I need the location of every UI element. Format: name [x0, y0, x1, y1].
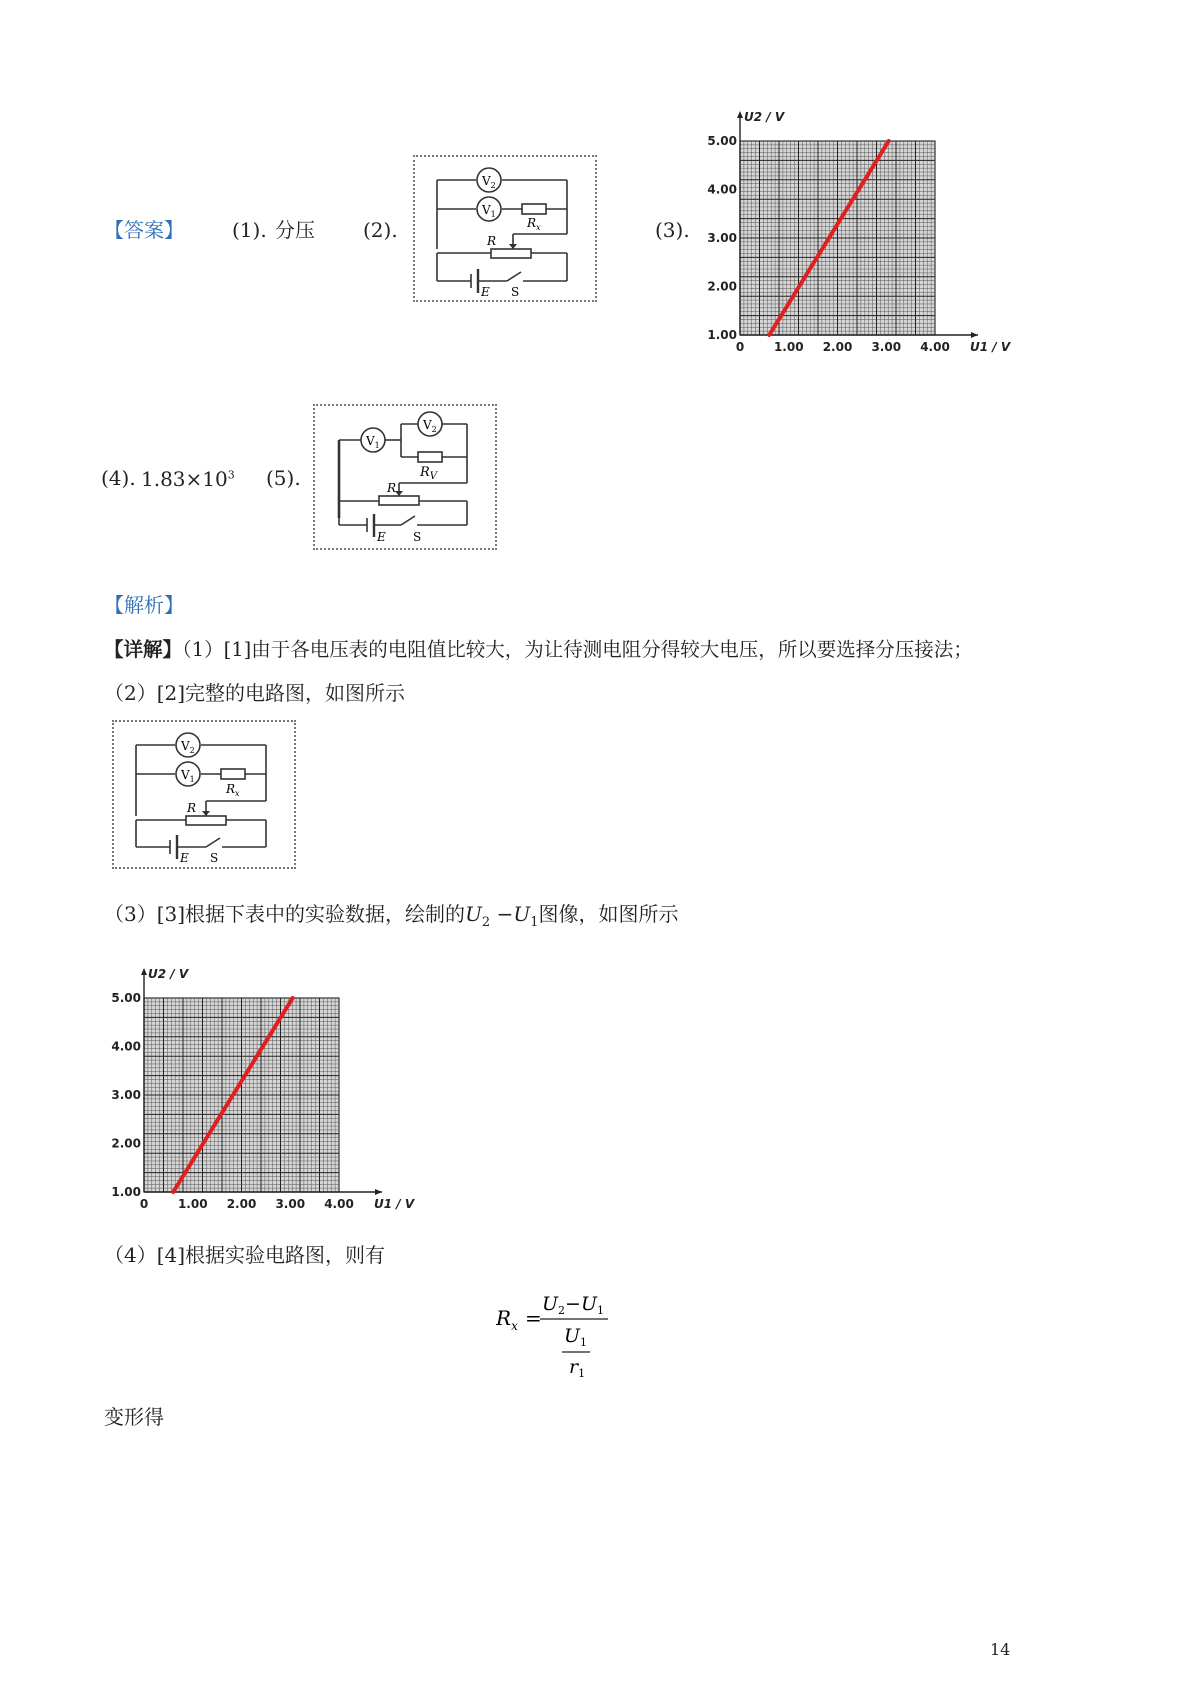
rx-formula-svg — [496, 1290, 636, 1390]
circuit-a-v1-label: $V_1$ — [482, 203, 496, 219]
chart-b-x-axis-label: U1 / V — [374, 1197, 415, 1211]
chart-a-y-tick-label: 1.00 — [707, 328, 737, 342]
chart-a-y-tick-label: 4.00 — [707, 182, 737, 197]
chart-a-x-axis-arrow — [971, 332, 978, 338]
circuit-b-s-label: S — [413, 530, 422, 544]
page-number: 14 — [990, 1640, 1011, 1659]
chart-b-y-tick-label: 5.00 — [111, 991, 141, 1005]
analysis-line-2: （2）[2]完整的电路图，如图所示 — [104, 681, 406, 705]
chart-a-y-axis-arrow — [737, 111, 743, 118]
circuit-diagram-answer-2 — [413, 155, 597, 302]
chart-a-x-tick-label: 2.00 — [822, 340, 853, 354]
circuit-c-v2-label: $V_2$ — [181, 739, 195, 755]
answer-item-4-exponent: 3 — [227, 468, 235, 482]
analysis-line-3-suffix: 图像，如图所示 — [538, 902, 679, 926]
chart-a-x-tick-label: 1.00 — [773, 340, 804, 354]
analysis-line-3 — [104, 902, 678, 935]
chart-b-svg — [104, 962, 434, 1217]
circuit-a-svg — [415, 157, 595, 300]
detail-label: 【详解】 — [104, 638, 183, 661]
circuit-c-e-label: E — [180, 851, 189, 865]
circuit-b-rv-label: $R_V$ — [420, 465, 438, 482]
formula-denominator-r1: $r_1$ — [569, 1356, 586, 1380]
circuit-c-rx-label: $R_x$ — [226, 782, 240, 798]
rx-formula — [496, 1290, 636, 1390]
chart-a-y-tick-label: 3.00 — [707, 231, 737, 245]
analysis-label: 【解析】 — [104, 593, 184, 617]
circuit-c-r-label: R — [187, 801, 197, 815]
answer-item-1-text: 分压 — [275, 218, 315, 242]
answer-item-5-number: (5). — [266, 466, 301, 490]
chart-b-y-axis-arrow — [141, 968, 147, 975]
chart-b-x-axis-arrow — [375, 1189, 382, 1195]
formula-lhs: $R_x$ — [496, 1306, 518, 1333]
analysis-line-5: 变形得 — [104, 1405, 164, 1429]
circuit-b-e-label: E — [377, 530, 386, 544]
circuit-a-e-label: E — [481, 285, 490, 299]
chart-a-svg — [700, 105, 1030, 360]
circuit-b-r-label: R — [387, 481, 397, 495]
chart-a-y-tick-label: 5.00 — [707, 134, 737, 148]
circuit-a-rx-label: $R_x$ — [527, 216, 541, 232]
answer-label: 【答案】 — [104, 218, 184, 242]
graph-u2-u1-analysis — [104, 962, 434, 1217]
circuit-diagram-analysis — [112, 720, 296, 869]
answer-item-3-number: (3). — [655, 218, 690, 242]
circuit-c-v1-label: $V_1$ — [181, 768, 195, 784]
circuit-b-v1-label: $V_1$ — [366, 434, 380, 450]
chart-a-x-tick-label: 4.00 — [920, 340, 950, 354]
chart-b-x-tick-label: 2.00 — [226, 1197, 257, 1211]
answer-item-1-number: (1). — [232, 218, 267, 242]
circuit-b-svg — [315, 406, 495, 548]
chart-b-x-tick-label: 4.00 — [324, 1197, 354, 1211]
chart-b-y-tick-label: 4.00 — [111, 1039, 141, 1054]
chart-b-x-tick-label: 0 — [139, 1197, 149, 1211]
chart-a-y-tick-label: 2.00 — [707, 279, 737, 294]
formula-denominator-u1: $U_1$ — [564, 1325, 588, 1349]
circuit-b-v2-label: $V_2$ — [423, 418, 437, 434]
chart-a-y-axis-label: U2 / V — [744, 110, 785, 124]
answer-item-4-value — [141, 467, 235, 491]
analysis-line-1-text: （1）[1]由于各电压表的电阻值比较大，为让待测电阻分得较大电压，所以要选择分压接法； — [182, 638, 973, 661]
chart-b-y-tick-label: 3.00 — [111, 1088, 141, 1102]
analysis-line-4: （4）[4]根据实验电路图，则有 — [104, 1243, 386, 1267]
chart-b-x-tick-label: 1.00 — [177, 1197, 208, 1211]
chart-a-x-tick-label: 0 — [735, 340, 745, 354]
circuit-a-s-label: S — [511, 285, 520, 299]
chart-a-x-axis-label: U1 / V — [970, 340, 1011, 354]
answer-item-4-number: (4). — [101, 466, 136, 490]
chart-b-y-axis-label: U2 / V — [148, 967, 189, 981]
circuit-a-v2-label: $V_2$ — [482, 174, 496, 190]
chart-b-x-tick-label: 3.00 — [275, 1197, 306, 1211]
chart-b-y-tick-label: 2.00 — [111, 1136, 141, 1151]
circuit-c-s-label: S — [210, 851, 219, 865]
analysis-line-3-prefix: （3）[3]根据下表中的实验数据，绘制的 — [104, 902, 466, 926]
formula-numerator: $U_2-U_1$ — [542, 1293, 604, 1317]
circuit-diagram-answer-5 — [313, 404, 497, 550]
chart-b-y-tick-label: 1.00 — [111, 1185, 141, 1199]
formula-equals: = — [525, 1306, 542, 1330]
analysis-line-1 — [104, 638, 973, 662]
chart-a-x-tick-label: 3.00 — [871, 340, 902, 354]
answer-item-4-mantissa: 1.83×10 — [141, 467, 228, 491]
graph-u2-u1-answer — [700, 105, 1030, 360]
circuit-c-svg — [114, 722, 294, 867]
circuit-a-r-label: R — [487, 234, 497, 248]
u2-minus-u1-expression: $U_2 -U_1$ — [465, 902, 539, 930]
answer-item-2-number: (2). — [363, 218, 398, 242]
